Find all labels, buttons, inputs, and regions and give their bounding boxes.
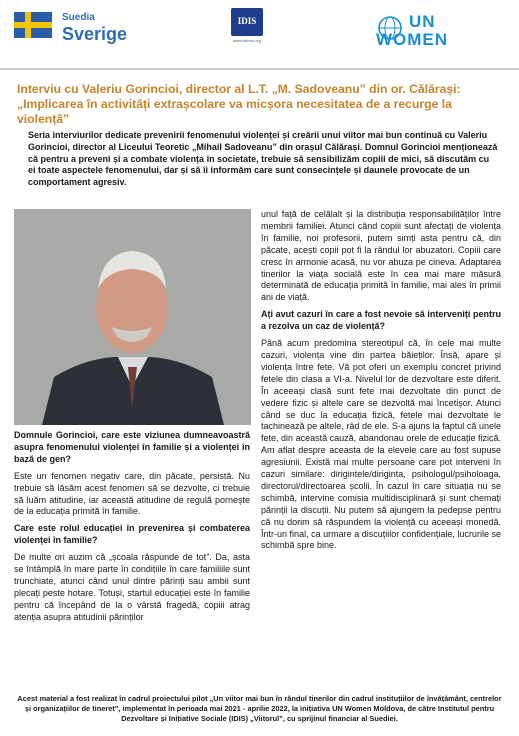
right-column bbox=[261, 209, 501, 557]
left-column bbox=[14, 430, 250, 629]
sweden-logo-line1: Suedia bbox=[62, 12, 95, 23]
idis-logo bbox=[231, 8, 263, 36]
answer-3: Până acum predomina stereotipul că, în cele mai multe cazuri, violența vine din partea băieților. Însă, apare și violența între fete. Vă pot oferi un exemplu concret privind fetele din clasa a VI-a. Nivelul lor de dezvoltare este diferit. În aceeași clasă sunt fete mai dezvoltate din punct de vedere fizic și altele care se dezvoltă mai încetișor. Atunci când se duc la educația fizică, fetele mai dezvoltate le tachinează pe altele, râd de ele. S-a ajuns la faptul că unele fete, din această cauză, abandonau orele de educație fizică. Am aflat despre aceasta de la elevele care au fost supuse agresiunii. Există mai multe persoane care pot interveni în cazuri similare: dirigintele/diriginta, psihologul/psiholoaga, directorul/directoarea școlii. În cazul în care situația nu se schimbă, intervine comisia multidisciplinară și sunt chemați părinții la discuții. Nu putem să ajungem la pedepse pentru că nu dorim să răspundem la violență cu aceeași monedă. Într-un final, ca urmare a discuțiilor confidențiale, lucrurile se schimbă spre bine. bbox=[261, 338, 501, 551]
portrait-photo bbox=[14, 209, 251, 425]
article-intro: Seria interviurilor dedicate prevenirii fenomenului violenței și creării unui viitor mai bun continuă cu Valeriu Gorincioi, director al Liceului Teoretic „Mihail Sadoveanu” din orașul Călărași. Domnul Gorincioi menționează că pentru a preveni și a combate violența în societate, trebuie să sensibilizăm copiii de mici, să discutăm cu ei toate aspectele fenomenului, dar și să îi informăm care sunt consecințele și daunele provocate de un comportament agresiv. bbox=[28, 130, 498, 188]
header-divider bbox=[0, 68, 519, 70]
answer-2: De multe ori auzim că „școala răspunde de tot”. Da, asta se întâmplă în mare parte în condițiile în care familiile sunt trunchiate, atunci când unul dintre părinți sau ambii sunt plecați peste hotare. Totuși, startul educației este în familie pentru că începând de la o vârstă fragedă, copiii atrag atenția asupra atitudinii părinților bbox=[14, 552, 250, 622]
article-title: Interviu cu Valeriu Gorincioi, director al L.T. „M. Sadoveanu” din or. Călărași: „Implicarea în activități extrașcolare va micșora necesitatea de a recurge la violență” bbox=[17, 82, 461, 126]
answer-2-continued: unul față de celălalt și la distribuția responsabilităților între membrii familiei. Atunci când copiii sunt afectați de violența în familie, noi profesorii, putem simți asta pentru că, din păcate, acești copii pot fi la rândul lor abuzatori. Copiii care cresc în armonie acasă, nu vor abuza pe cineva. Adaptarea tinerilor la viața socială este în cea mai mare măsură determinată de educația primită în familie, mai ales în primii ani de viață. bbox=[261, 209, 501, 303]
question-2: Care este rolul educației în prevenirea și combaterea violenței în familie? bbox=[14, 523, 250, 546]
footer-note: Acest material a fost realizat în cadrul proiectului pilot „Un viitor mai bun în rândul tinerilor din cadrul instituțiilor de învățământ, centrelor și organizațiilor de tineret”, implementat în perioada mai 2021 - aprilie 2022, la inițiativa UN Women Moldova, de către Institutul pentru Dezvoltare și Inițiative Sociale (IDIS) „Viitorul”, cu sprijinul financiar al Suediei. bbox=[17, 694, 502, 723]
idis-url: www.viitorul.org bbox=[232, 38, 261, 43]
page-header bbox=[0, 0, 519, 68]
idis-logo-text: IDIS bbox=[237, 16, 257, 26]
question-3: Ați avut cazuri în care a fost nevoie să interveniți pentru a rezolva un caz de violență? bbox=[261, 309, 501, 332]
sweden-logo-line2: Sverige bbox=[62, 24, 128, 44]
answer-1: Este un fenomen negativ care, din păcate, persistă. Nu trebuie să lăsăm acest fenomen să se dezvolte, ci trebuie să luăm atitudine, iar această atitudine de regulă pornește de la educația primită în familie. bbox=[14, 470, 250, 517]
unwomen-logo-line2: WOMEN bbox=[376, 30, 449, 49]
unwomen-logo-line1: UN bbox=[409, 12, 436, 31]
question-1: Domnule Gorincioi, care este viziunea dumneavoastră asupra fenomenului violenței în familie și a violenței în bază de gen? bbox=[14, 430, 250, 464]
sweden-flag-icon bbox=[14, 12, 52, 38]
